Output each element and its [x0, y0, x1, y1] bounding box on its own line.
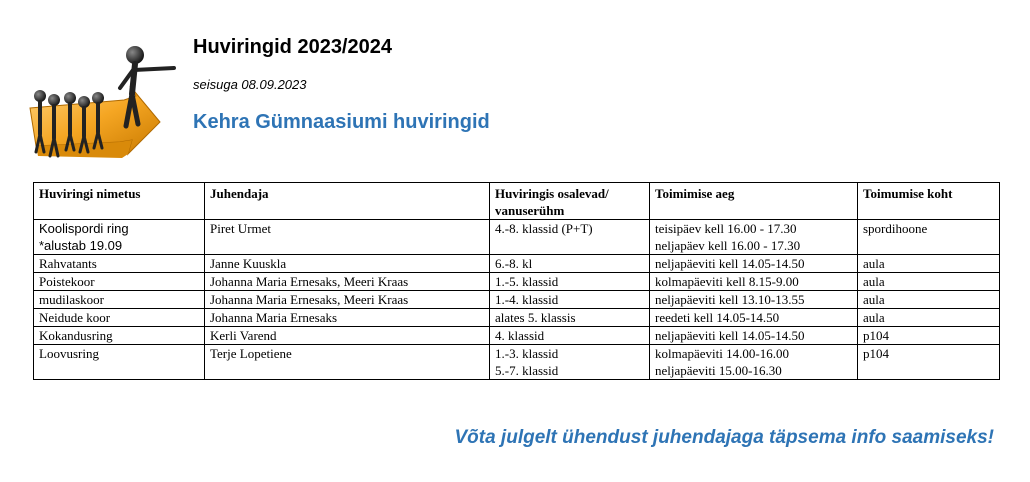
stick-figures-leader-arrow-icon: [24, 38, 184, 164]
cell-leader: Johanna Maria Ernesaks, Meeri Kraas: [205, 273, 490, 291]
cell-time: [650, 309, 858, 327]
table-header-row: [34, 183, 1000, 220]
cell-time: [650, 220, 858, 255]
cell-name-line: Loovusring: [39, 346, 99, 361]
cell-time-line: neljapäev kell 16.00 - 17.30: [655, 238, 801, 253]
cell-time-line: neljapäeviti kell 14.05-14.50: [655, 256, 805, 271]
cell-place: spordihoone: [858, 220, 1000, 255]
table-row: [34, 273, 1000, 291]
column-header-leader: Juhendaja: [205, 183, 490, 220]
cell-time-line: teisipäev kell 16.00 - 17.30: [655, 221, 797, 236]
cell-group-line: 5.-7. klassid: [495, 363, 559, 378]
cell-place: aula: [858, 255, 1000, 273]
cell-group: [490, 255, 650, 273]
cell-name: [34, 273, 205, 291]
cell-time-line: reedeti kell 14.05-14.50: [655, 310, 780, 325]
cell-time: [650, 255, 858, 273]
cell-group: [490, 345, 650, 380]
cell-group-line: 1.-4. klassid: [495, 292, 559, 307]
cell-name-line: Poistekoor: [39, 274, 95, 289]
cell-place: p104: [858, 345, 1000, 380]
cell-time: [650, 327, 858, 345]
cell-time-line: neljapäeviti kell 13.10-13.55: [655, 292, 805, 307]
cell-name-line: Rahvatants: [39, 256, 97, 271]
cell-group-line: 4. klassid: [495, 328, 545, 343]
cell-leader: Terje Lopetiene: [205, 345, 490, 380]
cell-name-line: mudilaskoor: [39, 292, 104, 307]
cell-name-line: Kokandusring: [39, 328, 113, 343]
cell-leader: Johanna Maria Ernesaks: [205, 309, 490, 327]
table-row: [34, 345, 1000, 380]
school-heading: Kehra Gümnaasiumi huviringid: [193, 111, 490, 133]
cell-leader: Johanna Maria Ernesaks, Meeri Kraas: [205, 291, 490, 309]
cell-name: [34, 291, 205, 309]
cell-time: [650, 273, 858, 291]
cell-group: [490, 309, 650, 327]
cell-place: aula: [858, 291, 1000, 309]
as-of-date: seisuga 08.09.2023: [193, 77, 307, 92]
cell-time-line: neljapäeviti 15.00-16.30: [655, 363, 782, 378]
cell-name: [34, 255, 205, 273]
cell-place: aula: [858, 273, 1000, 291]
column-header-time: Toimimise aeg: [650, 183, 858, 220]
page-title: Huviringid 2023/2024: [193, 36, 392, 58]
cell-group-line: 1.-5. klassid: [495, 274, 559, 289]
cell-group: [490, 220, 650, 255]
cell-name: [34, 309, 205, 327]
column-header-name: Huviringi nimetus: [34, 183, 205, 220]
cell-group-line: 1.-3. klassid: [495, 346, 559, 361]
cell-time-line: kolmapäeviti 14.00-16.00: [655, 346, 789, 361]
cell-name: [34, 220, 205, 255]
cell-time-line: kolmapäeviti kell 8.15-9.00: [655, 274, 799, 289]
cell-group: [490, 273, 650, 291]
cell-time-line: neljapäeviti kell 14.05-14.50: [655, 328, 805, 343]
cell-name: [34, 327, 205, 345]
cell-group-line: 4.-8. klassid (P+T): [495, 221, 593, 236]
table-row: [34, 255, 1000, 273]
table-row: [34, 327, 1000, 345]
cell-group-line: 6.-8. kl: [495, 256, 533, 271]
cell-leader: Piret Urmet: [205, 220, 490, 255]
column-header-group: Huviringis osalevad/ vanuserühm: [490, 183, 650, 220]
cell-time: [650, 291, 858, 309]
cell-place: aula: [858, 309, 1000, 327]
cell-time: [650, 345, 858, 380]
cell-name-line: Koolispordi ring: [39, 221, 129, 236]
cell-name-line: Neidude koor: [39, 310, 111, 325]
cell-place: p104: [858, 327, 1000, 345]
cell-name-note: *alustab 19.09: [39, 238, 123, 253]
cell-group: [490, 291, 650, 309]
cell-leader: Janne Kuuskla: [205, 255, 490, 273]
cell-leader: Kerli Varend: [205, 327, 490, 345]
cell-name: [34, 345, 205, 380]
clubs-table: [33, 182, 1000, 380]
table-row: [34, 309, 1000, 327]
table-row: [34, 291, 1000, 309]
cell-group: [490, 327, 650, 345]
table-row: [34, 220, 1000, 255]
contact-note: Võta julgelt ühendust juhendajaga täpsema info saamiseks!: [454, 427, 994, 448]
column-header-place: Toimumise koht: [858, 183, 1000, 220]
cell-group-line: alates 5. klassis: [495, 310, 576, 325]
